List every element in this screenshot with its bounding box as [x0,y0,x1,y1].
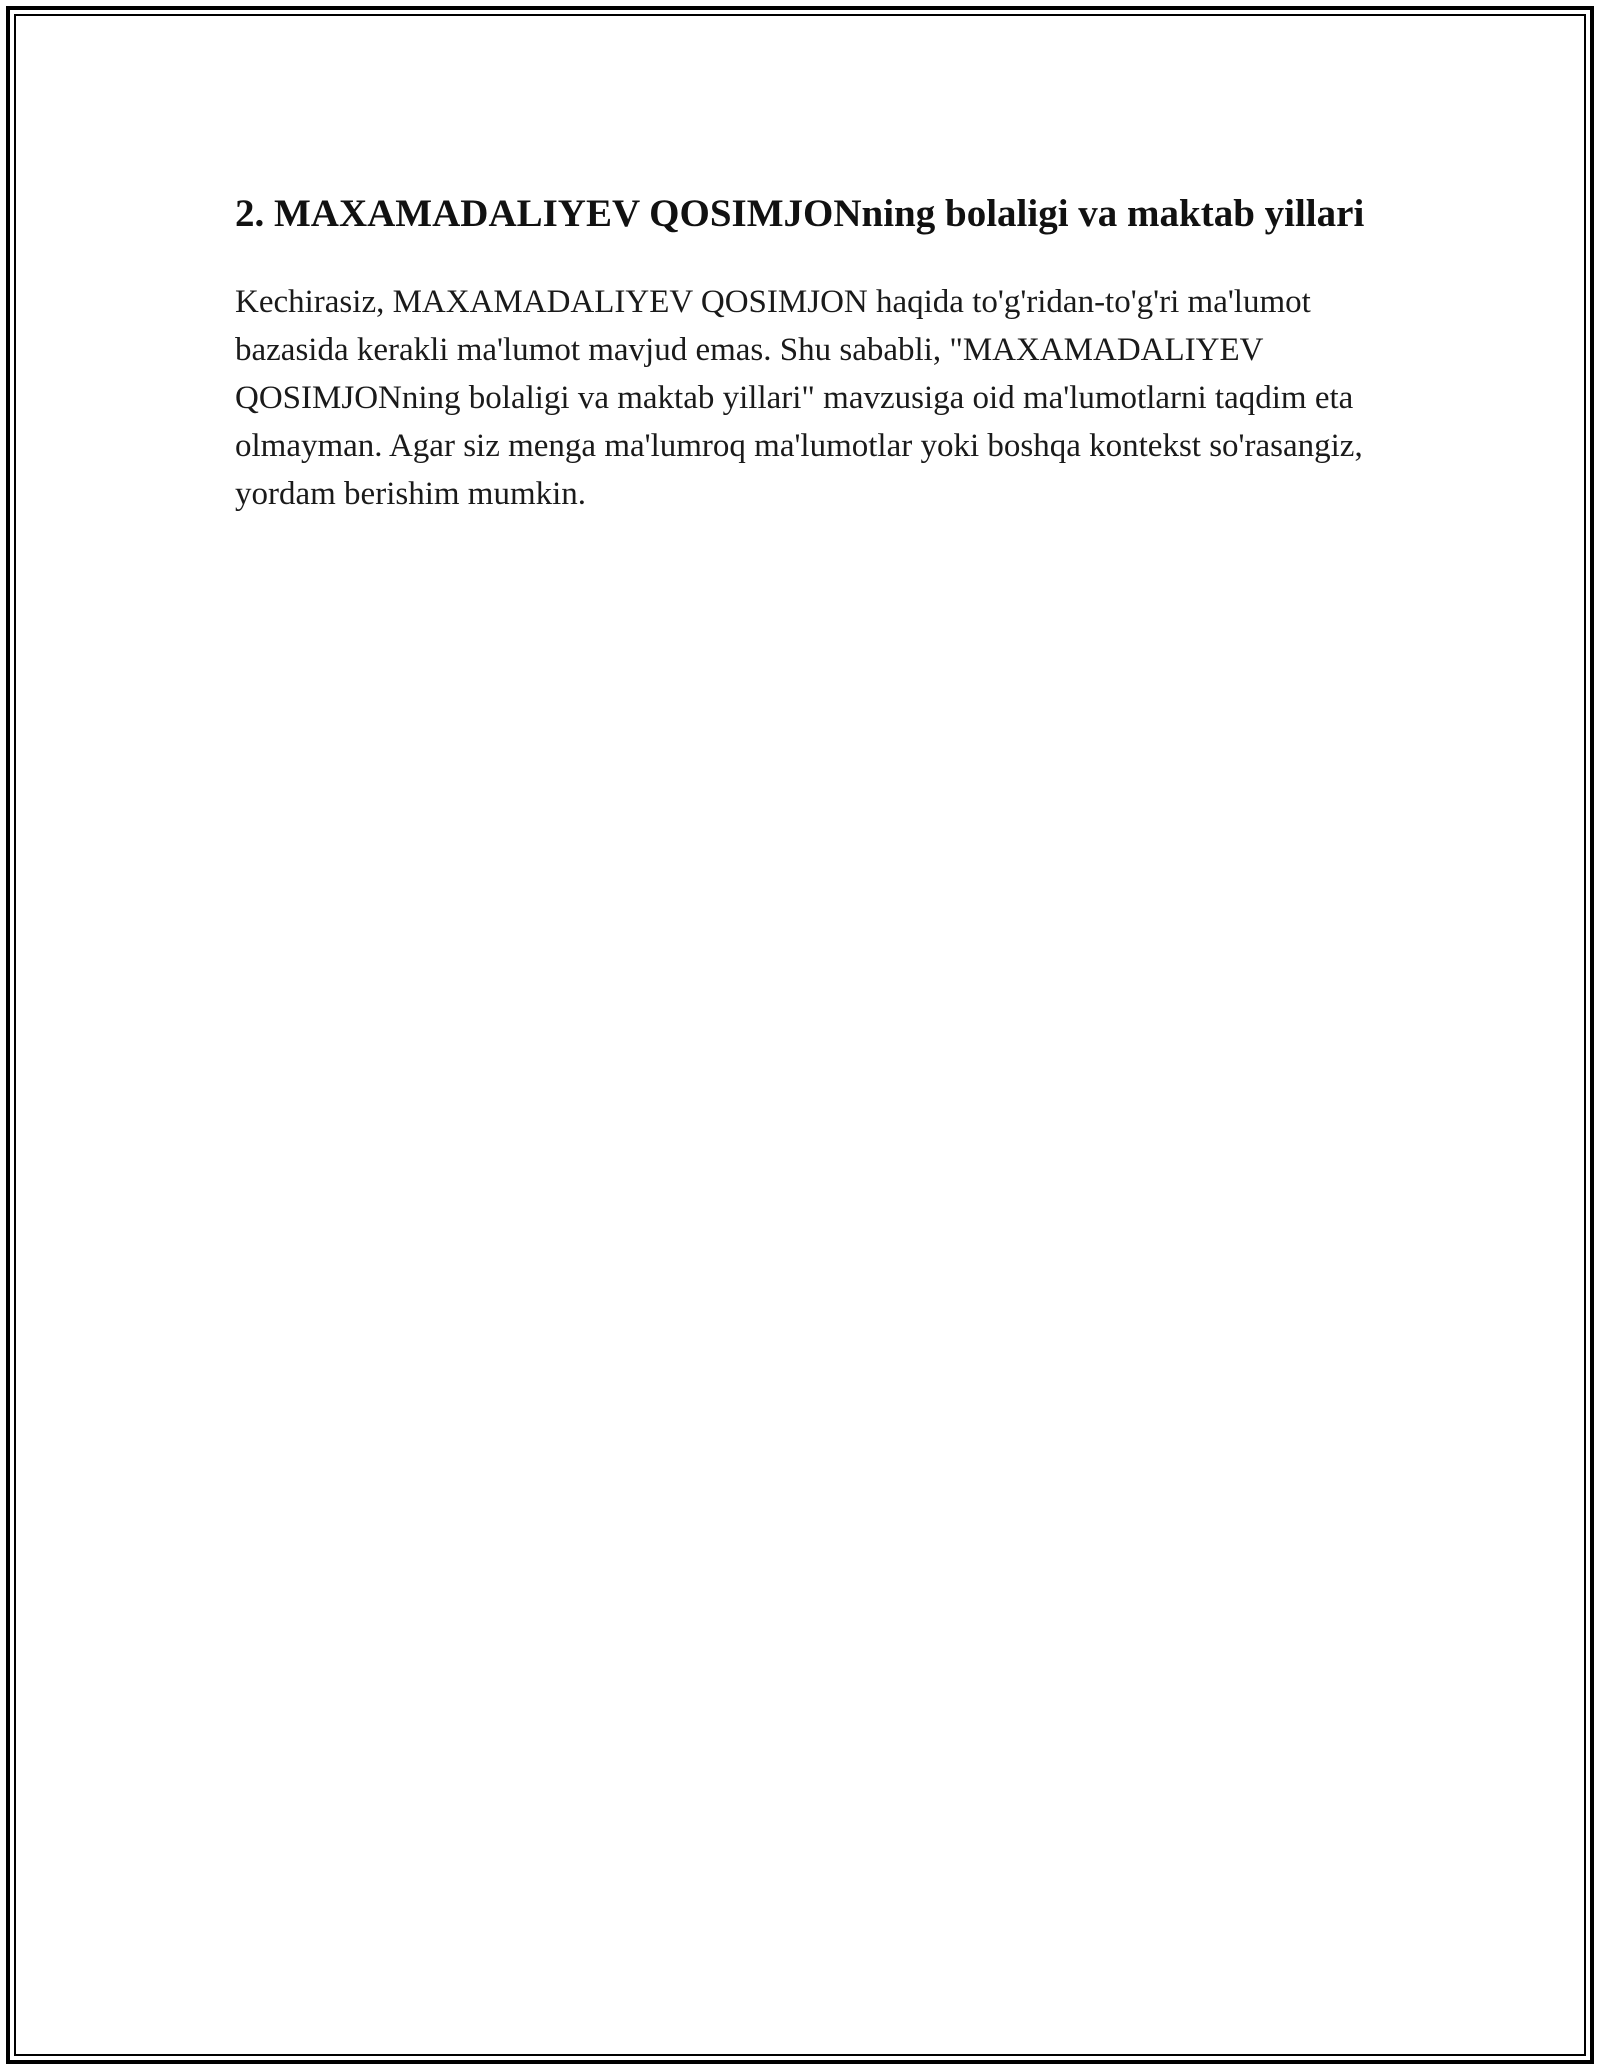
section-paragraph: Kechirasiz, MAXAMADALIYEV QOSIMJON haqida to'g'ridan-to'g'ri ma'lumot bazasida kerakli ma'lumot mavjud emas. Shu sababli, "MAXAMADALIYEV QOSIMJONning bolaligi va maktab yillari" mavzusiga oid ma'lumotlarni taqdim eta olmayman. Agar siz menga ma'lumroq ma'lumotlar yoki boshqa kontekst so'rasangiz, yordam berishim mumkin. [235,284,1363,512]
section-heading: 2. MAXAMADALIYEV QOSIMJONning bolaligi va maktab yillari [235,192,1365,235]
document-content [235,186,1365,518]
